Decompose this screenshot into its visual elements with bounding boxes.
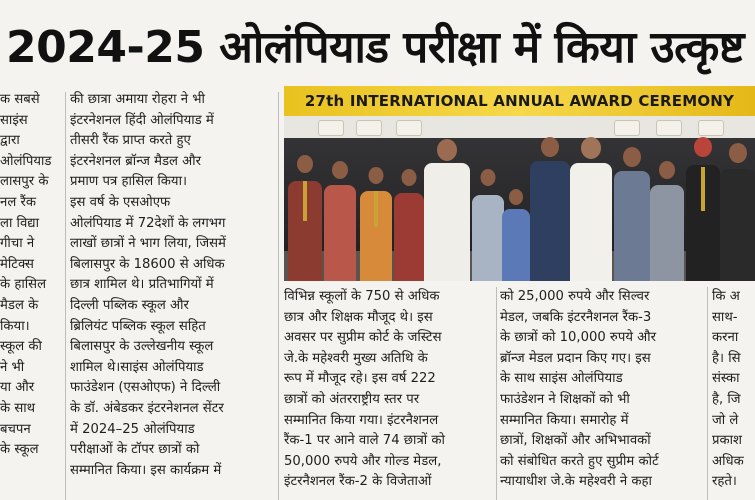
- article-text-line: सम्मानित किया गया। इंटरनैशनल: [284, 412, 439, 428]
- article-text-line: द्वारा: [0, 133, 20, 149]
- article-text-line: रहते।: [712, 474, 737, 490]
- person-figure: [650, 157, 684, 281]
- article-text-line: ला विद्या: [0, 215, 40, 231]
- article-text-line: बचपन: [0, 421, 31, 437]
- article-text-line: छात्रों, शिक्षकों और अभिभावकों: [500, 433, 651, 449]
- article-text-line: जो ले: [712, 412, 739, 428]
- person-figure: [686, 133, 720, 281]
- article-text-line: ओलंपियाड में 72देशों के लगभग: [70, 215, 226, 231]
- article-text-line: के डॉ. अंबेडकर इंटरनेशनल सेंटर: [70, 400, 224, 416]
- article-text-line: 50,000 रुपये और गोल्ड मेडल,: [284, 453, 442, 469]
- column-divider: [65, 92, 66, 500]
- person-figure: [360, 163, 392, 281]
- article-text-line: है। सि: [712, 350, 741, 366]
- article-text-line: इंटरनेशनल ब्रॉन्ज मैडल और: [70, 153, 202, 169]
- article-text-line: बिलासपुर के 18600 से अधिक: [70, 256, 225, 272]
- article-text-line: फाउंडेशन (एसओएफ) ने दिल्ली: [70, 380, 221, 396]
- article-column-4: [500, 287, 704, 500]
- photo-banner: 27th INTERNATIONAL ANNUAL AWARD CEREMONY: [284, 86, 755, 116]
- person-figure: [424, 131, 470, 281]
- headline: 2024-25 ओलंपियाड परीक्षा में किया उत्कृष्ट: [6, 22, 744, 73]
- article-text-line: अवसर पर सुप्रीम कोर्ट के जस्टिस: [284, 330, 442, 346]
- article-text-line: सम्मानित किया। समारोह में: [500, 412, 629, 428]
- article-column-5: [712, 287, 755, 500]
- article-text-line: के स्कूल: [0, 442, 39, 458]
- column-divider: [707, 287, 708, 500]
- article-text-line: में 2024–25 ओलंपियाड: [70, 421, 195, 437]
- article-text-line: कि अ: [712, 289, 740, 304]
- article-text-line: करना: [712, 330, 739, 346]
- article-text-line: मैडल के: [0, 297, 39, 313]
- article-text-line: के छात्रों को 10,000 रुपये और: [500, 330, 657, 346]
- article-text-line: की छात्रा अमाया रोहरा ने भी: [70, 92, 205, 107]
- person-figure: [394, 165, 424, 281]
- award-ceremony-photo: [284, 86, 755, 281]
- person-figure: [720, 137, 755, 281]
- article-text-line: रैंक-1 पर आने वाले 74 छात्रों को: [284, 433, 445, 449]
- article-text-line: छात्रों को अंतरराष्ट्रीय स्तर पर: [284, 391, 420, 407]
- article-text-line: किया।: [0, 318, 30, 334]
- person-figure: [324, 157, 356, 281]
- article-text-line: अधिक: [712, 453, 744, 469]
- article-text-line: इंटरनेशनल हिंदी ओलंपियाड में: [70, 112, 214, 128]
- article-text-line: दिल्ली पब्लिक स्कूल और: [70, 297, 189, 313]
- article-text-line: को संबोधित करते हुए सुप्रीम कोर्ट: [500, 453, 659, 469]
- article-text-line: गीचा ने: [0, 236, 35, 252]
- article-text-line: के हासिल: [0, 277, 47, 293]
- article-text-line: छात्र शामिल थे। प्रतिभागियों में: [70, 277, 214, 293]
- article-text-line: के साथ साइंस ओलंपियाड: [500, 371, 623, 387]
- person-figure: [530, 131, 570, 281]
- article-text-line: जे.के महेश्वरी मुख्य अतिथि के: [284, 350, 428, 366]
- article-text-line: प्रमाण पत्र हासिल किया।: [70, 174, 187, 190]
- sponsor-logo-icon: [656, 120, 682, 136]
- sponsor-logo-icon: [396, 120, 422, 136]
- person-figure: [288, 151, 322, 281]
- column-divider: [278, 92, 279, 500]
- article-text-line: ब्रिलियंट पब्लिक स्कूल सहित: [70, 318, 206, 334]
- article-text-line: ब्रॉन्ज मेडल प्रदान किए गए। इस: [500, 350, 651, 366]
- article-text-line: ने भी: [0, 359, 25, 375]
- article-text-line: मेटिक्स: [0, 256, 34, 272]
- article-text-line: क सबसे: [0, 92, 40, 107]
- article-text-line: रूप में मौजूद रहे। इस वर्ष 222: [284, 371, 436, 387]
- article-text-line: है, जि: [712, 391, 741, 407]
- article-column-1: [0, 90, 62, 500]
- article-text-line: फाउंडेशन ने शिक्षकों को भी: [500, 391, 630, 407]
- person-figure: [472, 165, 504, 281]
- person-figure: [614, 141, 650, 281]
- article-text-line: लासपुर के: [0, 174, 49, 190]
- column-divider: [496, 287, 497, 500]
- article-text-line: स्कूल की: [0, 339, 42, 355]
- article-text-line: साथ-: [712, 309, 738, 325]
- article-text-line: प्रकाश: [712, 433, 743, 449]
- article-text-line: इस वर्ष के एसओएफ: [70, 194, 171, 210]
- person-figure: [570, 131, 612, 281]
- person-figure: [502, 185, 530, 281]
- article-column-3: [284, 287, 492, 500]
- photo-backdrop: [284, 116, 755, 138]
- article-text-line: ओलंपियाड: [0, 153, 52, 169]
- article-text-line: शामिल थे।साइंस ओलंपियाड: [70, 359, 204, 375]
- article-text-line: के साथ: [0, 400, 36, 416]
- article-text-line: लाखों छात्रों ने भाग लिया, जिसमें: [70, 236, 226, 252]
- article-text-line: साइंस: [0, 112, 28, 128]
- article-text-line: इंटरनैशनल रैंक-2 के विजेताओं: [284, 474, 432, 490]
- article-text-line: सम्मानित किया। इस कार्यक्रम में: [70, 462, 222, 478]
- article-text-line: बिलासपुर के उल्लेखनीय स्कूल: [70, 339, 214, 355]
- article-column-2: [70, 90, 274, 500]
- sponsor-logo-icon: [318, 120, 344, 136]
- article-text-line: नल रैंक: [0, 194, 36, 210]
- sponsor-logo-icon: [356, 120, 382, 136]
- article-text-line: न्यायाधीश जे.के महेश्वरी ने कहा: [500, 474, 652, 490]
- article-text-line: तीसरी रैंक प्राप्त करते हुए: [70, 133, 191, 149]
- sponsor-logo-icon: [614, 120, 640, 136]
- article-text-line: संस्का: [712, 371, 740, 387]
- article-text-line: को 25,000 रुपये और सिल्वर: [500, 289, 650, 304]
- article-text-line: या और: [0, 380, 35, 396]
- article-text-line: छात्र और शिक्षक मौजूद थे। इस: [284, 309, 433, 325]
- article-text-line: विभिन्न स्कूलों के 750 से अधिक: [284, 289, 440, 304]
- article-text-line: मेडल, जबकि इंटरनैशनल रैंक-3: [500, 309, 652, 325]
- article-text-line: परीक्षाओं के टॉपर छात्रों को: [70, 442, 200, 458]
